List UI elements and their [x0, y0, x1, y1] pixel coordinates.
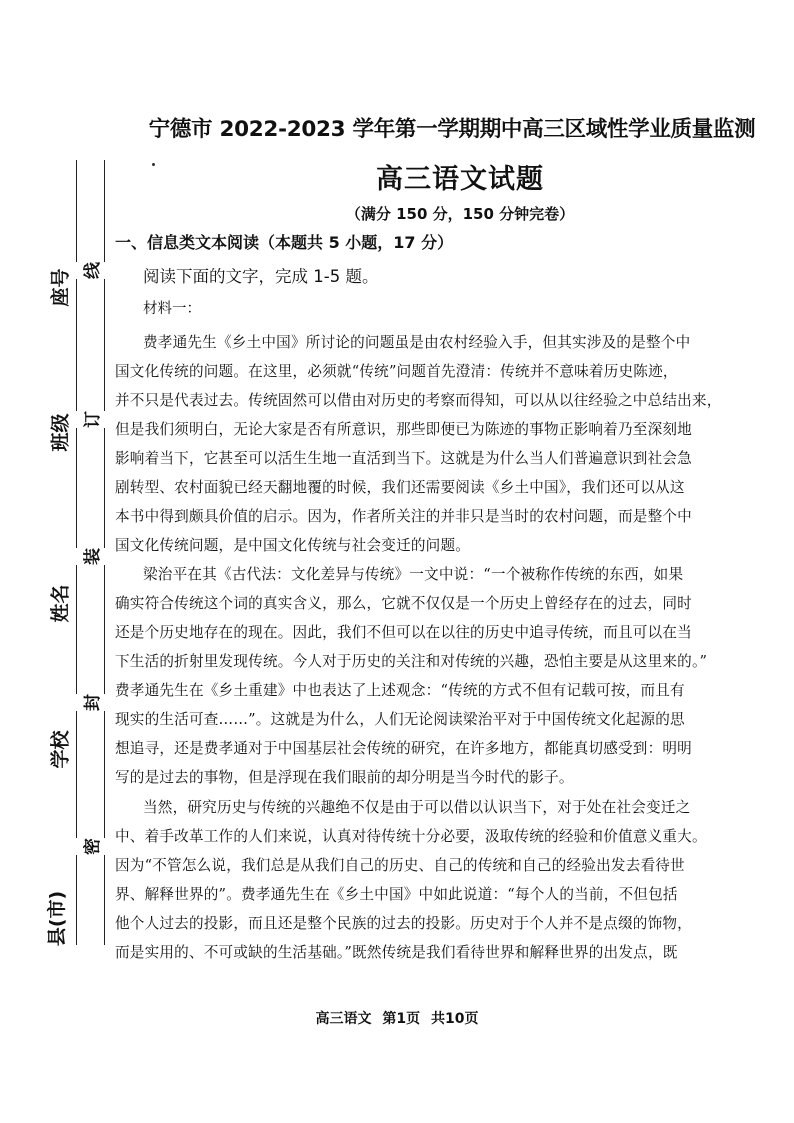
seal-mark-seal: 封 [76, 694, 105, 711]
seal-mark-secret: 密 [76, 838, 105, 855]
passage-line: 本书中得到颇具价值的启示。因为，作者所关注的并非只是当时的农村问题，而是整个中 [115, 508, 692, 525]
passage-line: 国文化传统的问题。在这里，必须就“传统”问题首先澄清：传统并不意味着历史陈迹， [115, 363, 678, 380]
class-label: 班级 [49, 413, 72, 452]
passage-line: 影响着当下，它甚至可以活生生地一直活到当下。这就是为什么当人们普遍意识到社会急 [115, 450, 692, 467]
reading-instruction: 阅读下面的文字，完成 1-5 题。 [143, 267, 379, 286]
school-label: 学校 [49, 730, 72, 769]
passage-line: 费孝通先生《乡土中国》所讨论的问题虽是由农村经验入手，但其实涉及的是整个中 [143, 334, 691, 351]
passage-line: 梁治平在其《古代法：文化差异与传统》一文中说：“一个被称作传统的东西，如果 [143, 566, 684, 583]
exam-subject-title: 高三语文试题 [376, 164, 544, 195]
passage-line: 现实的生活可查……”。这就是为什么，人们无论阅读梁治平对于中国传统文化起源的思 [115, 711, 685, 728]
name-label: 姓名 [49, 584, 72, 623]
score-info: （满分 150 分，150 分钟完卷） [345, 205, 575, 223]
section-heading: 一、信息类文本阅读（本题共 5 小题，17 分） [115, 233, 454, 252]
passage-line: 中、着手改革工作的人们来说，认真对待传统十分必要，汲取传统的经验和价值意义重大。 [115, 828, 707, 845]
page-footer: 高三语文 第1页 共10页 [315, 1011, 479, 1027]
passage-line: 因为“不管怎么说，我们总是从我们自己的历史、自己的传统和自己的经验出发去看待世 [115, 857, 685, 874]
passage-line: 但是我们须明白，无论大家是否有所意识，那些即便已为陈迹的事物正影响着乃至深刻地 [115, 421, 692, 438]
passage-line: 界、解释世界的”。费孝通先生在《乡土中国》中如此说道：“每个人的当前，不但包括 [115, 886, 678, 903]
passage-line: 确实符合传统这个词的真实含义，那么，它就不仅仅是一个历史上曾经存在的过去，同时 [115, 595, 692, 612]
seat-number-label: 座号 [49, 268, 72, 307]
passage-line: 费孝通先生在《乡土重建》中也表达了上述观念：“传统的方式不但有记载可按，而且有 [115, 682, 685, 699]
passage-line: 并不只是代表过去。传统固然可以借由对历史的考察而得知，可以从以往经验之中总结出来， [115, 392, 722, 409]
passage-line: 他个人过去的投影，而且还是整个民族的过去的投影。历史对于个人并不是点缀的饰物， [115, 915, 692, 932]
passage-line: 还是个历史地存在的现在。因此，我们不但可以在以往的历史中追寻传统，而且可以在当 [115, 624, 692, 641]
material-label: 材料一： [143, 301, 201, 317]
county-label: 县(市) [46, 890, 69, 947]
seal-mark-bind: 订 [76, 411, 105, 428]
passage-line: 剧转型、农村面貌已经天翻地覆的时候，我们还需要阅读《乡土中国》，我们还可以从这 [115, 479, 685, 496]
passage-line: 国文化传统问题，是中国文化传统与社会变迁的问题。 [115, 537, 471, 554]
passage-line: 想追寻，还是费孝通对于中国基层社会传统的研究，在许多地方，都能真切感受到：明明 [115, 740, 692, 757]
passage-line: 写的是过去的事物，但是浮现在我们眼前的却分明是当今时代的影子。 [115, 769, 574, 786]
exam-main-title: 宁德市 2022-2023 学年第一学期期中高三区域性学业质量监测 [148, 117, 756, 142]
passage-line: 而是实用的、不可或缺的生活基础。”既然传统是我们看待世界和解释世界的出发点，既 [115, 944, 678, 961]
seal-mark-line: 线 [76, 262, 105, 279]
passage-line: 下生活的折射里发现传统。今人对于历史的关注和对传统的兴趣，恐怕主要是从这里来的。” [115, 653, 708, 670]
passage-line: 当然，研究历史与传统的兴趣绝不仅是由于可以借以认识当下，对于处在社会变迁之 [143, 799, 691, 816]
seal-mark-mount: 装 [76, 548, 105, 565]
